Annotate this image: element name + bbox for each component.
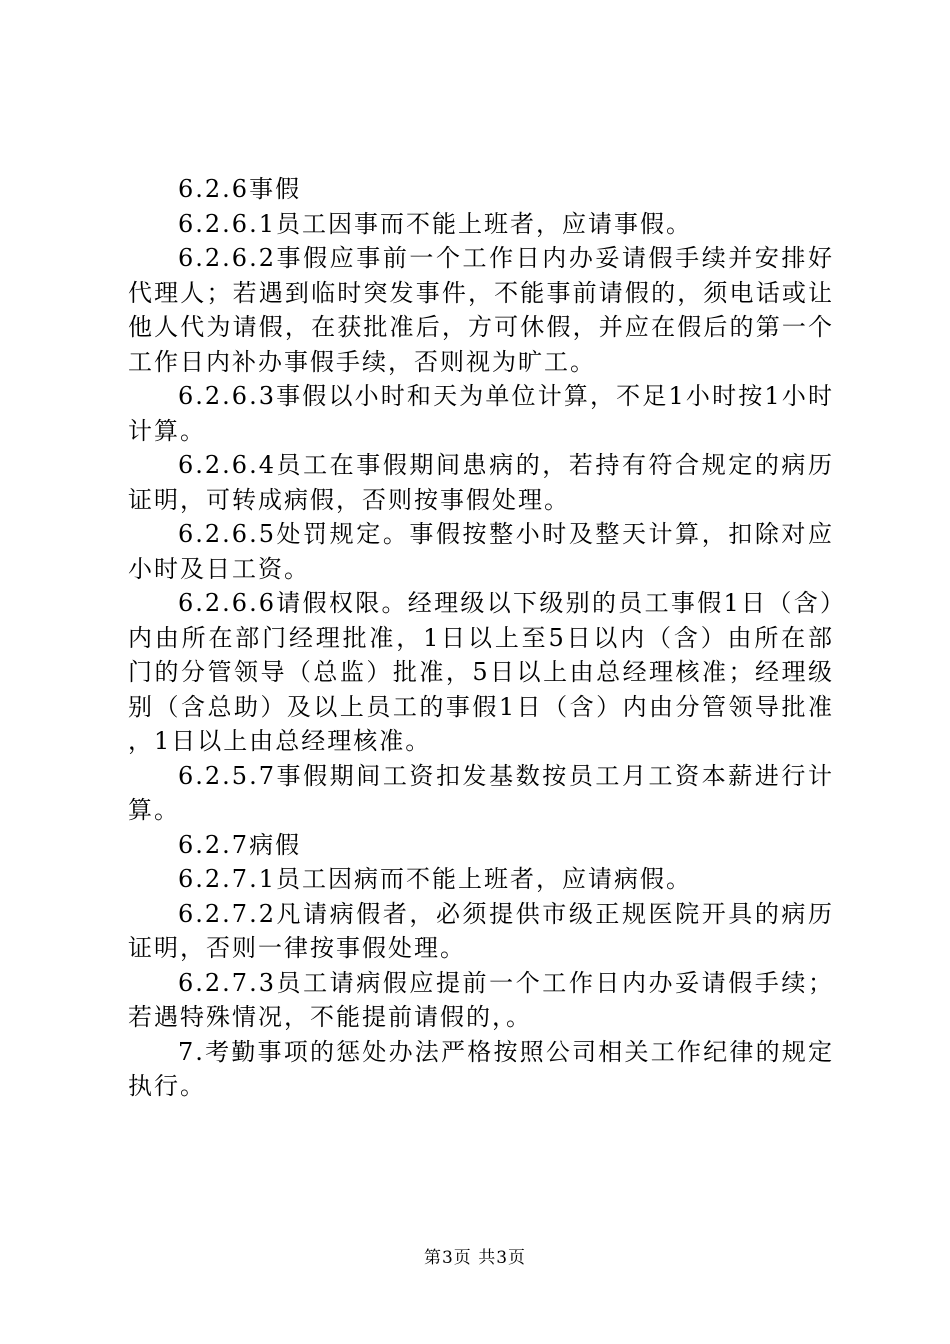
paragraph-6-2-7-2: 6.2.7.2凡请病假者，必须提供市级正规医院开具的病历证明，否则一律按事假处理。 [128,899,834,962]
page-number-footer: 第3页 共3页 [423,1248,527,1268]
document-body [128,172,834,1104]
paragraph-6-2-6-1: 6.2.6.1员工因事而不能上班者，应请事假。 [178,209,692,238]
paragraph-6-2-6-2: 6.2.6.2事假应事前一个工作日内办妥请假手续并安排好代理人；若遇到临时突发事件，不能事前请假的，须电话或让他人代为请假，在获批准后，方可休假，并应在假后的第一个工作日内补办事假手续，否则视为旷工。 [128,244,834,376]
paragraph-6-2-6-5: 6.2.6.5处罚规定。事假按整小时及整天计算，扣除对应小时及日工资。 [128,520,834,583]
section-heading-sick-leave: 6.2.7病假 [178,830,302,859]
paragraph-6-2-7-1: 6.2.7.1员工因病而不能上班者，应请病假。 [178,865,692,893]
paragraph-6-2-6-3: 6.2.6.3事假以小时和天为单位计算，不足1小时按1小时计算。 [128,382,834,445]
section-heading-personal-leave: 6.2.6事假 [178,175,302,203]
paragraph-6-2-6-6: 6.2.6.6请假权限。经理级以下级别的员工事假1日（含）内由所在部门经理批准，1日以上至5日以内（含）由所在部门的分管领导（总监）批准，5日以上由总经理核准；经理级别（含总助）及以上员工的事假1日（含）内由分管领导批准，1日以上由总经理核准。 [128,589,834,755]
paragraph-6-2-7-3: 6.2.7.3员工请病假应提前一个工作日内办妥请假手续；若遇特殊情况，不能提前请假的，。 [128,968,834,1031]
paragraph-6-2-5-7: 6.2.5.7事假期间工资扣发基数按员工月工资本薪进行计算。 [128,761,834,824]
paragraph-7: 7.考勤事项的惩处办法严格按照公司相关工作纪律的规定执行。 [128,1037,834,1100]
paragraph-6-2-6-4: 6.2.6.4员工在事假期间患病的，若持有符合规定的病历证明，可转成病假，否则按事假处理。 [128,451,834,514]
